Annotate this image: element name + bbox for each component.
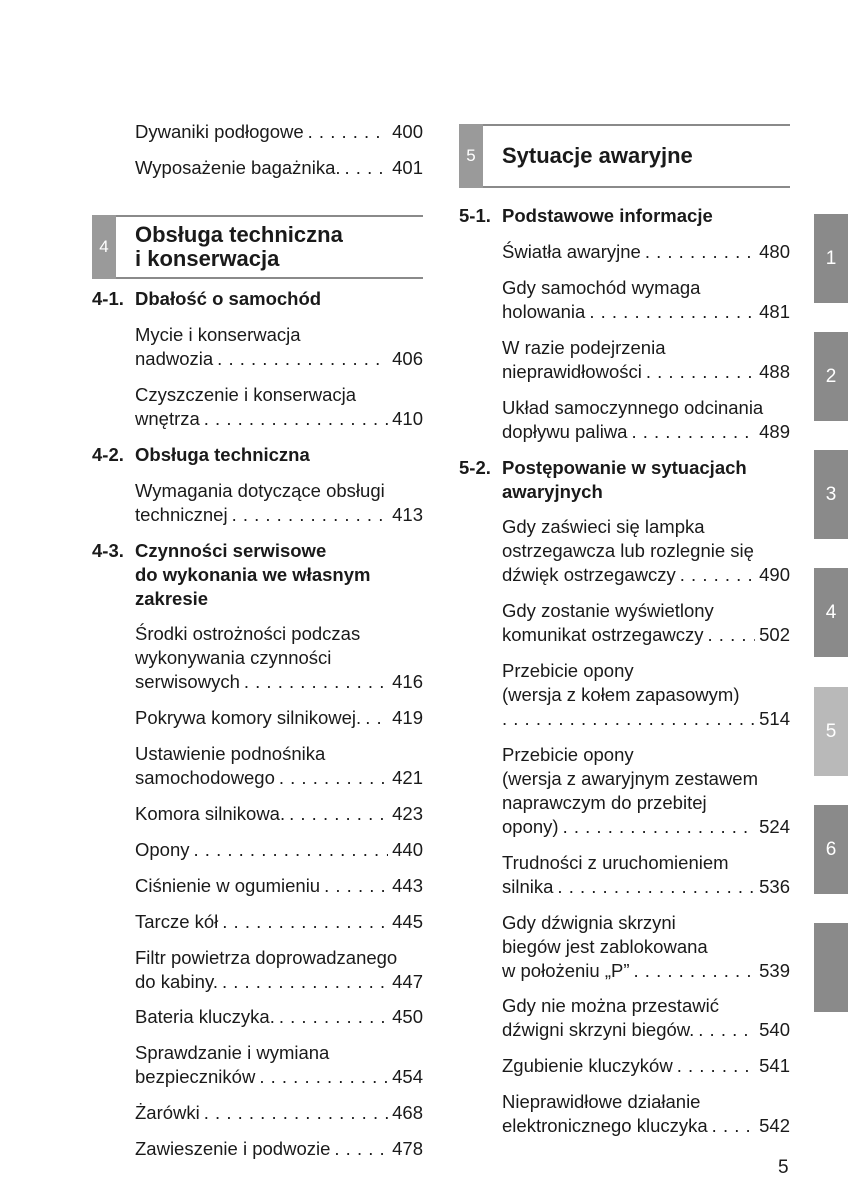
chapter-title: Obsługa techniczna i konserwacja [135, 222, 343, 271]
page-ref: 440 [392, 839, 423, 860]
leader-dots [698, 1018, 755, 1042]
entry-title: w położeniu „P” [502, 960, 630, 981]
entry-title: Pokrywa komory silnikowej. [135, 707, 362, 728]
side-tab-7[interactable] [814, 923, 848, 1012]
page-ref: 542 [759, 1115, 790, 1136]
leader-dots [279, 766, 388, 790]
side-tab-3[interactable]: 3 [814, 450, 848, 539]
toc-entry[interactable] [135, 910, 423, 934]
chapter-number-box: 4 [92, 215, 116, 279]
page-ref: 447 [392, 971, 423, 992]
entry-title: Zgubienie kluczyków [502, 1055, 673, 1076]
toc-entry[interactable] [502, 1054, 790, 1078]
chapter-number-box: 5 [459, 124, 483, 188]
entry-title: Żarówki [135, 1102, 200, 1123]
page-number: 5 [778, 1157, 789, 1178]
page-ref: 478 [392, 1138, 423, 1159]
toc-entry[interactable]: Gdy zaświeci się lampka ostrzegawcza lub rozlegnie się dźwięk ostrzegawczy . . . 490 [502, 515, 790, 587]
toc-entry[interactable]: Układ samoczynnego odcinania dopływu paliwa . . . 489 [502, 396, 790, 444]
leader-dots [645, 240, 755, 264]
page-ref: 539 [759, 960, 790, 981]
entry-title: Światła awaryjne [502, 241, 641, 262]
page-ref: 419 [392, 707, 423, 728]
page-ref: 410 [392, 408, 423, 429]
side-tab-6[interactable]: 6 [814, 805, 848, 894]
side-tab-2[interactable]: 2 [814, 332, 848, 421]
page-ref: 423 [392, 803, 423, 824]
toc-entry[interactable] [135, 706, 423, 730]
page-ref: 524 [759, 816, 790, 837]
leader-dots [708, 623, 756, 647]
leader-dots [204, 407, 388, 431]
leader-dots [222, 910, 388, 934]
entry-title: Wyposażenie bagażnika. [135, 157, 341, 178]
leader-dots [194, 838, 389, 862]
side-tab-4[interactable]: 4 [814, 568, 848, 657]
toc-entry[interactable] [135, 838, 423, 862]
toc-entry[interactable]: Przebicie opony (wersja z awaryjnym zestawem naprawczym do przebitej opony) . . . 524 [502, 743, 790, 839]
toc-entry[interactable]: W razie podejrzenia nieprawidłowości . . . 488 [502, 336, 790, 384]
leader-dots [244, 670, 388, 694]
leader-dots [324, 874, 388, 898]
chapter-header-4[interactable] [92, 215, 423, 279]
entry-title: nadwozia [135, 348, 214, 369]
toc-entry[interactable]: Gdy dźwignia skrzyni biegów jest zablokowana w położeniu „P” . . . 539 [502, 911, 790, 983]
toc-entry[interactable]: Wymagania dotyczące obsługi technicznej . . . 413 [135, 479, 423, 527]
leader-dots [345, 156, 389, 180]
chapter-title: Sytuacje awaryjne [502, 143, 693, 168]
toc-entry[interactable]: Nieprawidłowe działanie elektronicznego kluczyka . . . 542 [502, 1090, 790, 1138]
page-ref: 450 [392, 1006, 423, 1027]
entry-title: komunikat ostrzegawczy [502, 624, 704, 645]
toc-entry[interactable]: Środki ostrożności podczas wykonywania czynności serwisowych . . . 416 [135, 622, 423, 694]
page-ref: 468 [392, 1102, 423, 1123]
page-ref: 454 [392, 1066, 423, 1087]
toc-entry[interactable] [135, 1101, 423, 1125]
entry-title: wnętrza [135, 408, 200, 429]
entry-title: silnika [502, 876, 554, 897]
leader-dots [204, 1101, 388, 1125]
toc-entry[interactable]: Gdy nie można przestawić dźwigni skrzyni biegów. . . . 540 [502, 994, 790, 1042]
leader-dots [217, 347, 388, 371]
entry-title: Dywaniki podłogowe [135, 121, 304, 142]
entry-title: holowania [502, 301, 586, 322]
page-ref: 406 [392, 348, 423, 369]
page-ref: 445 [392, 911, 423, 932]
toc-entry[interactable] [135, 1137, 423, 1161]
page-ref: 536 [759, 876, 790, 897]
entry-title: technicznej [135, 504, 228, 525]
toc-entry[interactable]: Trudności z uruchomieniem silnika . . . 536 [502, 851, 790, 899]
entry-title: do kabiny. [135, 971, 218, 992]
toc-entry[interactable]: Mycie i konserwacja nadwozia . . . 406 [135, 323, 423, 371]
leader-dots [712, 1114, 755, 1138]
entry-title: bezpieczników [135, 1066, 256, 1087]
entry-title: elektronicznego kluczyka [502, 1115, 708, 1136]
section-title: Podstawowe informacje [502, 205, 713, 226]
entry-title: Ciśnienie w ogumieniu [135, 875, 321, 896]
toc-entry[interactable]: Sprawdzanie i wymiana bezpieczników . . . 454 [135, 1041, 423, 1089]
page-ref: 421 [392, 767, 423, 788]
leader-dots [634, 959, 756, 983]
leader-dots [308, 120, 388, 144]
leader-dots [334, 1137, 388, 1161]
entry-title: serwisowych [135, 671, 240, 692]
leader-dots [289, 802, 388, 826]
entry-title: Komora silnikowa. [135, 803, 286, 824]
toc-entry[interactable] [135, 802, 423, 826]
side-tab-1[interactable]: 1 [814, 214, 848, 303]
section-title: Postępowanie w sytuacjach awaryjnych [502, 457, 747, 502]
section-number: 4-2. [92, 444, 124, 465]
toc-entry[interactable] [502, 240, 790, 264]
leader-dots [557, 875, 755, 899]
chapter-header-5[interactable] [459, 124, 790, 188]
section-title: Czynności serwisowe do wykonania we własnym zakresie [135, 540, 371, 609]
leader-dots [259, 1065, 388, 1089]
leader-dots [631, 420, 755, 444]
toc-entry[interactable] [135, 120, 423, 144]
section-number: 5-1. [459, 205, 491, 226]
page-ref: 489 [759, 421, 790, 442]
leader-dots [680, 563, 755, 587]
page-ref: 481 [759, 301, 790, 322]
page-ref: 443 [392, 875, 423, 896]
entry-title: Tarcze kół [135, 911, 219, 932]
page-ref: 400 [392, 121, 423, 142]
page-ref: 480 [759, 241, 790, 262]
toc-entry[interactable]: Czyszczenie i konserwacja wnętrza . . . 410 [135, 383, 423, 431]
toc-entry[interactable] [135, 1005, 423, 1029]
toc-entry[interactable]: Gdy zostanie wyświetlony komunikat ostrzegawczy . . . 502 [502, 599, 790, 647]
leader-dots [502, 707, 755, 731]
page-ref: 502 [759, 624, 790, 645]
leader-dots [232, 503, 389, 527]
leader-dots [589, 300, 755, 324]
page-ref: 541 [759, 1055, 790, 1076]
side-tab-5[interactable]: 5 [814, 687, 848, 776]
section-number: 5-2. [459, 457, 491, 478]
toc-entry[interactable] [135, 874, 423, 898]
leader-dots [563, 815, 756, 839]
entry-title: samochodowego [135, 767, 275, 788]
entry-title: opony) [502, 816, 559, 837]
page-ref: 416 [392, 671, 423, 692]
toc-entry[interactable] [135, 156, 423, 180]
leader-dots [646, 360, 755, 384]
entry-title: Bateria kluczyka. [135, 1006, 275, 1027]
page-ref: 514 [759, 708, 790, 729]
toc-entry[interactable]: Ustawienie podnośnika samochodowego . . . 421 [135, 742, 423, 790]
leader-dots [365, 706, 388, 730]
leader-dots [677, 1054, 755, 1078]
entry-title: nieprawidłowości [502, 361, 642, 382]
section-title: Obsługa techniczna [135, 444, 310, 465]
entry-title: Zawieszenie i podwozie [135, 1138, 331, 1159]
entry-title: dopływu paliwa [502, 421, 628, 442]
page-ref: 540 [759, 1019, 790, 1040]
page-ref: 490 [759, 564, 790, 585]
entry-title: dźwigni skrzyni biegów. [502, 1019, 695, 1040]
toc-entry[interactable]: Przebicie opony (wersja z kołem zapasowym) . . . 514 [502, 659, 790, 731]
page-ref: 488 [759, 361, 790, 382]
toc-entry[interactable]: Filtr powietrza doprowadzanego do kabiny. . . . 447 [135, 946, 423, 994]
entry-title: dźwięk ostrzegawczy [502, 564, 676, 585]
leader-dots [222, 970, 388, 994]
section-number: 4-1. [92, 288, 124, 309]
leader-dots [279, 1005, 388, 1029]
section-title: Dbałość o samochód [135, 288, 322, 309]
page-ref: 401 [392, 157, 423, 178]
toc-entry[interactable]: Gdy samochód wymaga holowania . . . 481 [502, 276, 790, 324]
section-number: 4-3. [92, 540, 124, 561]
entry-title: Opony [135, 839, 190, 860]
page-ref: 413 [392, 504, 423, 525]
